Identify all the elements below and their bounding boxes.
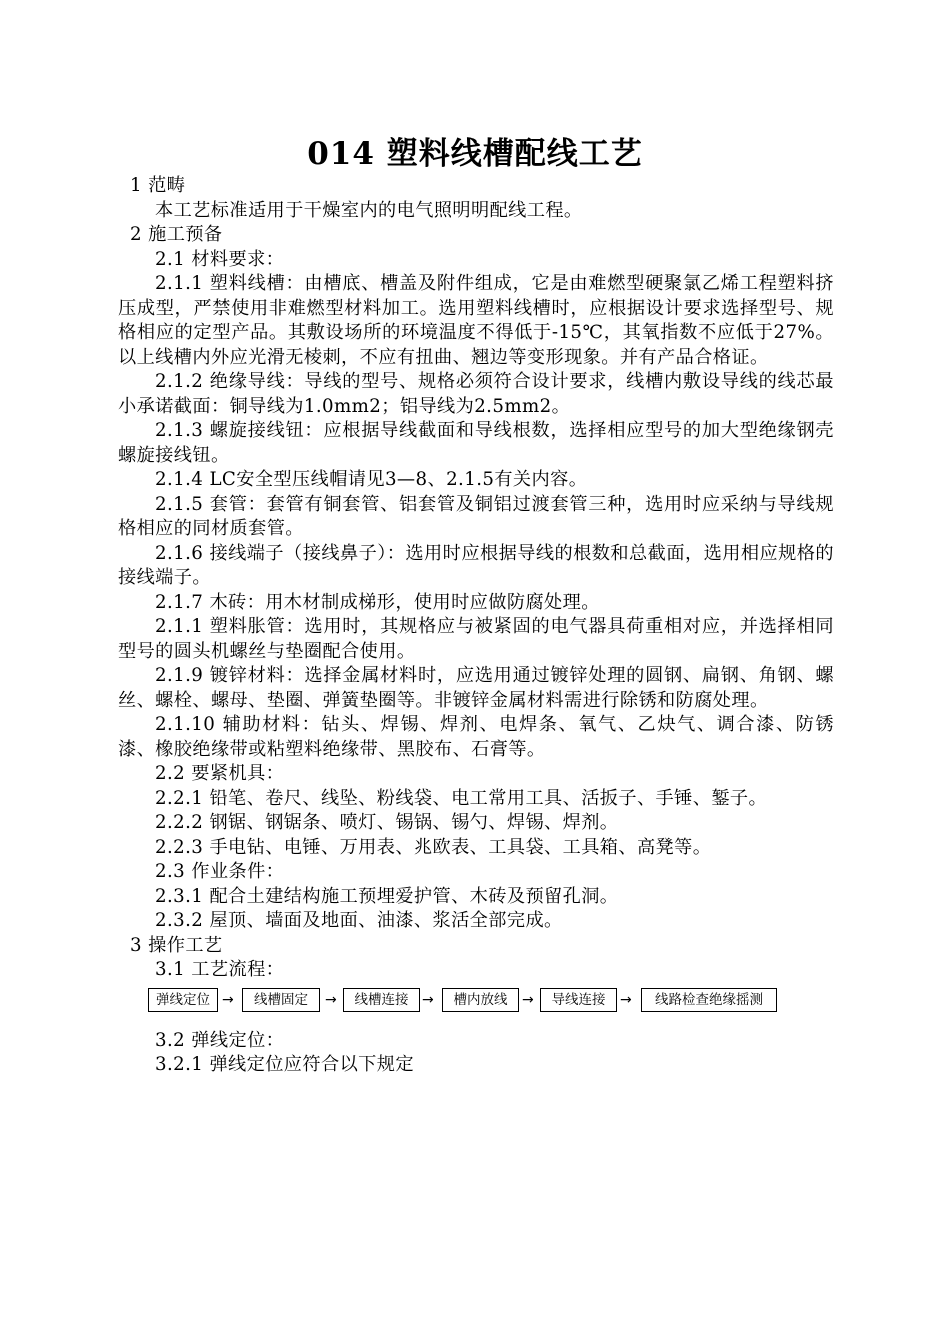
- paragraph-2-2-1: 2.2.1 铅笔、卷尺、线坠、粉线袋、电工常用工具、活扳子、手锤、錾子。: [155, 787, 768, 809]
- paragraph-2-1-4: 2.1.4 LC安全型压线帽请见3—8、2.1.5有关内容。: [155, 469, 588, 490]
- flow-step-5: 导线连接: [540, 988, 617, 1012]
- section-2-heading: 2 施工预备: [130, 224, 223, 245]
- flow-arrow-4: →: [522, 991, 534, 1008]
- paragraph-2-3-2: 2.3.2 屋顶、墙面及地面、油漆、浆活全部完成。: [155, 910, 563, 931]
- section-1-text: 本工艺标准适用于干燥室内的电气照明明配线工程。: [155, 199, 583, 221]
- section-1-heading: 1 范畴: [130, 175, 186, 196]
- section-3-heading: 3 操作工艺: [130, 934, 223, 956]
- paragraph-2-2-3: 2.2.3 手电钻、电锤、万用表、兆欧表、工具袋、工具箱、高凳等。: [155, 836, 712, 858]
- section-3-1-heading: 3.1 工艺流程：: [155, 959, 285, 980]
- process-flow-diagram: [146, 985, 834, 1019]
- section-2-3-heading: 2.3 作业条件：: [155, 861, 285, 882]
- flow-arrow-5: →: [620, 991, 632, 1008]
- paragraph-2-1-9: 2.1.9 镀锌材料：选择金属材料时，应选用通过镀锌处理的圆钢、扁钢、角钢、螺丝、螺栓、螺母、垫圈、弹簧垫圈等。非镀锌金属材料需进行除锈和防腐处理。: [118, 665, 834, 711]
- section-2-2-heading: 2.2 要紧机具：: [155, 763, 285, 784]
- paragraph-2-1-2: 2.1.2 绝缘导线：导线的型号、规格必须符合设计要求，线槽内敷设导线的线芯最小承诺截面：铜导线为1.0mm2；铝导线为2.5mm2。: [118, 371, 834, 417]
- flow-arrow-1: →: [222, 991, 234, 1008]
- flow-step-2: 线槽固定: [242, 988, 320, 1012]
- paragraph-2-1-1: 2.1.1 塑料线槽：由槽底、槽盖及附件组成，它是由难燃型硬聚氯乙烯工程塑料挤压成型，严禁使用非难燃型材料加工。选用塑料线槽时，应根据设计要求选择型号、规格相应的定型产品。其敷设场所的环境温度不得低于-15℃，其氧指数不应低于27%。以上线槽内外应光滑无棱刺，不应有扭曲、翘边等变形现象。并有产品合格证。: [118, 273, 834, 368]
- paragraph-2-1-10: 2.1.10 辅助材料：钻头、焊锡、焊剂、电焊条、氧气、乙炔气、调合漆、防锈漆、橡胶绝缘带或粘塑料绝缘带、黑胶布、石膏等。: [118, 714, 834, 760]
- section-2-1-heading: 2.1 材料要求：: [155, 248, 285, 270]
- flow-step-6: 线路检查绝缘摇测: [641, 988, 777, 1012]
- paragraph-2-2-2: 2.2.2 钢锯、钢锯条、喷灯、锡锅、锡勺、焊锡、焊剂。: [155, 812, 619, 833]
- paragraph-2-1-5: 2.1.5 套管：套管有铜套管、铝套管及铜铝过渡套管三种，选用时应采纳与导线规格相应的同材质套管。: [118, 493, 834, 539]
- flow-step-3: 线槽连接: [343, 988, 420, 1012]
- document-body: [118, 174, 834, 1078]
- flow-step-4: 槽内放线: [442, 988, 519, 1012]
- paragraph-3-2-1: 3.2.1 弹线定位应符合以下规定: [155, 1054, 414, 1075]
- paragraph-2-1-6: 2.1.6 接线端子（接线鼻子）：选用时应根据导线的根数和总截面，选用相应规格的接线端子。: [118, 542, 834, 588]
- flow-arrow-3: →: [422, 991, 434, 1008]
- paragraph-2-1-3: 2.1.3 螺旋接线钮：应根据导线截面和导线根数，选择相应型号的加大型绝缘钢壳螺旋接线钮。: [118, 420, 834, 466]
- paragraph-2-3-1: 2.3.1 配合土建结构施工预埋爱护管、木砖及预留孔洞。: [155, 885, 619, 907]
- paragraph-2-1-7: 2.1.7 木砖：用木材制成梯形，使用时应做防腐处理。: [155, 591, 600, 613]
- document-title: 014 塑料线槽配线工艺: [307, 136, 643, 172]
- section-3-2-heading: 3.2 弹线定位：: [155, 1029, 285, 1051]
- flow-arrow-2: →: [325, 991, 337, 1008]
- paragraph-2-1-8: 2.1.1 塑料胀管：选用时，其规格应与被紧固的电气器具荷重相对应，并选择相同型号的圆头机螺丝与垫圈配合使用。: [118, 616, 834, 662]
- flow-step-1: 弹线定位: [148, 988, 218, 1012]
